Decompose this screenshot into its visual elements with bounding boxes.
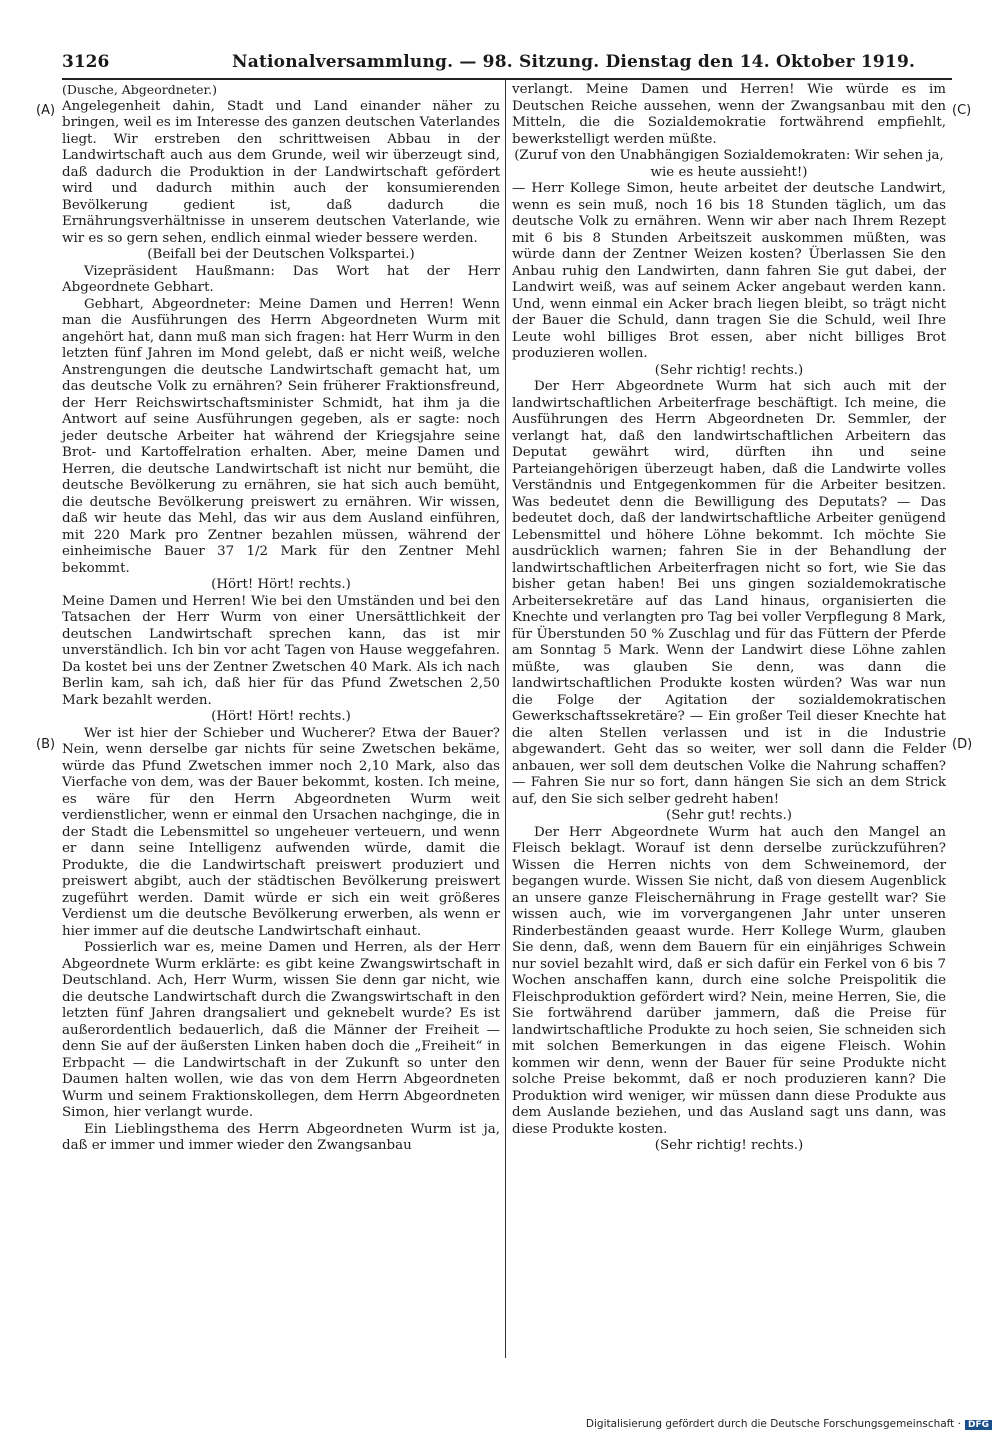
paragraph: verlangt. Meine Damen und Herren! Wie würde es im Deutschen Reiche aussehen, wenn der Zwangsanbau mit den Mitteln, die die Sozialdemokratie fortwährend empfiehlt, bewerkstelligt werden müßte. <box>512 82 946 147</box>
right-column <box>512 82 946 1155</box>
paragraph: Angelegenheit dahin, Stadt und Land einander näher zu bringen, weil es im Interesse des ganzen deutschen Vaterlandes liegt. Wir erstreben den schrittweisen Abbau in der Landwirtschaft auch aus dem Grunde, weil wir überzeugt sind, daß dadurch die Produktion in der Landwirtschaft gefördert wird und dadurch mithin auch der konsumierenden Bevölkerung gedient ist, daß dadurch die Ernährungsverhältnisse in unserem deutschen Vaterlande, wie wir es so gern sehen, endlich einmal wieder bessere werden. <box>62 98 500 246</box>
paragraph: (Dusche, Abgeordneter.) <box>62 82 218 97</box>
page-header <box>62 52 952 80</box>
page-number: 3126 <box>62 52 110 72</box>
paragraph: (Sehr gut! rechts.) <box>665 808 792 823</box>
paragraph: (Sehr richtig! rechts.) <box>654 1138 804 1153</box>
paragraph: Ein Lieblingsthema des Herrn Abgeordneten Wurm ist ja, daß er immer und immer wieder den Zwangsanbau <box>62 1121 500 1153</box>
margin-mark-b: (B) <box>36 737 56 752</box>
footer-text: Digitalisierung gefördert durch die Deutsche Forschungsgemeinschaft · <box>585 1418 961 1430</box>
paragraph: Vizepräsident Haußmann: Das Wort hat der Herr Abgeordnete Gebhart. <box>62 263 500 295</box>
paragraph: — Herr Kollege Simon, heute arbeitet der deutsche Landwirt, wenn es sein muß, noch 16 bis 18 Stunden täglich, um das deutsche Volk zu ernähren. Wenn wir aber nach Ihrem Rezept mit 6 bis 8 Stunden Arbeitszeit auskommen müßten, was würde dann der Zentner Weizen kosten? Überlassen Sie den Anbau ruhig den Landwirten, dann fahren Sie gut dabei, der Landwirt weiß, was auf seinem Acker angebaut werden kann. Und, wenn einmal ein Acker brach liegen bleibt, so trägt nicht der Bauer die Schuld, dann tragen Sie die Schuld, weil Ihre Leute wohl billiges Brot essen, aber nicht billiges Brot produzieren wollen. <box>512 181 946 361</box>
paragraph: (Beifall bei der Deutschen Volkspartei.) <box>147 247 415 262</box>
paragraph: (Hört! Hört! rechts.) <box>211 709 351 724</box>
margin-mark-d: (D) <box>952 737 973 752</box>
margin-mark-c: (C) <box>952 103 972 118</box>
left-column <box>62 82 500 1155</box>
paragraph: Gebhart, Abgeordneter: Meine Damen und Herren! Wenn man die Ausführungen des Herrn Abgeordneten Wurm mit angehört hat, dann muß man sich fragen: hat Herr Wurm in den letzten fünf Jahren im Mond gelebt, daß er nicht weiß, welche Anstrengungen die deutsche Landwirtschaft gemacht hat, um das deutsche Volk zu ernähren? Sein früherer Fraktionsfreund, der Herr Reichswirtschaftsminister Schmidt, hat ihm ja die Antwort auf seine Ausführungen gegeben, als er sagte: noch jeder deutsche Arbeiter hat während der Kriegsjahre seine Brot- und Kartoffelration erhalten. Aber, meine Damen und Herren, die deutsche Landwirtschaft ist nicht nur bemüht, die deutsche Bevölkerung zu ernähren, sie hat sich auch bemüht, die deutsche Bevölkerung preiswert zu ernähren. Wir wissen, daß wir heute das Mehl, das wir aus dem Ausland einführen, mit 220 Mark pro Zentner bezahlen müssen, während der einheimische Bauer 37 1/2 Mark für den Zentner Mehl bekommt. <box>62 296 500 576</box>
running-title: Nationalversammlung. — 98. Sitzung. Dienstag den 14. Oktober 1919. <box>232 52 916 72</box>
dfg-logo: DFG <box>965 1420 992 1430</box>
paragraph: Wer ist hier der Schieber und Wucherer? Etwa der Bauer? Nein, wenn derselbe gar nichts für seine Zwetschen bekäme, würde das Pfund Zwetschen immer noch 2,10 Mark, also das Vierfache von dem, was der Bauer bekommt, kosten. Ich meine, es wäre für den Herrn Abgeordneten Wurm weit verdienstlicher, wenn er einmal den Ursachen nachginge, die in der Stadt die Lebensmittel so ungeheuer verteuern, und wenn er dann seine Intelligenz aufwenden würde, damit die Produkte, die die Landwirtschaft preiswert produziert und preiswert abgibt, auch der städtischen Bevölkerung preiswert zugeführt werden. Damit würde er sich ein weit größeres Verdienst um die deutsche Bevölkerung erwerben, als wenn er hier immer auf die deutsche Landwirtschaft einhaut. <box>62 725 500 939</box>
margin-mark-a: (A) <box>36 103 56 118</box>
paragraph: Possierlich war es, meine Damen und Herren, als der Herr Abgeordnete Wurm erklärte: es gibt keine Zwangswirtschaft in Deutschland. Ach, Herr Wurm, wissen Sie denn gar nicht, wie die deutsche Landwirtschaft durch die Zwangswirtschaft in den letzten fünf Jahren drangsaliert und geknebelt wurde? Es ist außerordentlich bedauerlich, daß die Männer der Freiheit — denn Sie auf der äußersten Linken haben doch die „Freiheit“ in Erbpacht — die Landwirtschaft in der Zukunft so unter den Daumen halten wollen, wie das von dem Herrn Abgeordneten Wurm und seinem Fraktionskollegen, dem Herrn Abgeordneten Simon, hier verlangt wurde. <box>62 940 500 1120</box>
paragraph: Der Herr Abgeordnete Wurm hat sich auch mit der landwirtschaftlichen Arbeiterfrage beschäftigt. Ich meine, die Ausführungen des Herrn Abgeordneten Dr. Semmler, der verlangt hat, daß den landwirtschaftlichen Arbeitern das Deputat gewährt wird, dürften ihn und seine Parteiangehörigen überzeugt haben, daß die Landwirte volles Verständnis und Entgegenkommen für die Arbeiter besitzen. Was bedeutet denn die Bewilligung des Deputats? — Das bedeutet doch, daß der landwirtschaftliche Arbeiter genügend Lebensmittel und höhere Löhne bekommt. Ich möchte Sie ausdrücklich warnen; fahren Sie in der Behandlung der landwirtschaftlichen Arbeiterfragen nicht so fort, wie Sie das bisher getan haben! Bei uns gingen sozialdemokratische Arbeitersekretäre auf das Land hinaus, organisierten die Knechte und verlangten pro Tag bei voller Verpflegung 8 Mark, für Überstunden 50 % Zuschlag und für das Füttern der Pferde am Sonntag 5 Mark. Wenn der Landwirt diese Löhne zahlen müßte, was glauben Sie denn, was dann die landwirtschaftlichen Produkte kosten würden? Was war nun die Folge der Agitation der sozialdemokratischen Gewerkschaftssekretäre? — Ein großer Teil dieser Knechte hat die alten Stellen verlassen und ist in die Industrie abgewandert. Geht das so weiter, wer soll dann die Felder anbauen, wer soll dem deutschen Volke die Nahrung schaffen? — Fahren Sie nur so fort, dann hängen Sie sich an dem Strick auf, den Sie sich selber gedreht haben! <box>512 379 946 807</box>
paragraph: (Hört! Hört! rechts.) <box>211 577 351 592</box>
paragraph: Der Herr Abgeordnete Wurm hat auch den Mangel an Fleisch beklagt. Worauf ist denn derselbe zurückzuführen? Wissen die Herren nichts von dem Schweinemord, der begangen wurde. Wissen Sie nicht, daß von diesem Augenblick an unsere ganze Fleischernährung in Frage gestellt war? Sie wissen auch, wie im vorvergangenen Jahr unter unseren Rinderbeständen geaast wurde. Herr Kollege Wurm, glauben Sie denn, daß, wenn dem Bauern für ein einjähriges Schwein nur soviel bezahlt wird, daß er sich dafür ein Ferkel von 6 bis 7 Wochen anschaffen kann, durch eine solche Preispolitik die Fleischproduktion gefördert wird? Nein, meine Herren, Sie, die Sie fortwährend darüber jammern, daß die Preise für landwirtschaftliche Produkte zu hoch seien, Sie schneiden sich mit solchen Bemerkungen in das eigene Fleisch. Wohin kommen wir denn, wenn der Bauer für seine Produkte nicht solche Preise bekommt, daß er noch produzieren kann? Die Produktion wird weniger, wir müssen dann diese Produkte aus dem Auslande beziehen, und das Ausland sagt uns dann, was diese Produkte kosten. <box>512 824 946 1137</box>
footer-credit <box>586 1418 992 1430</box>
paragraph: (Zuruf von den Unabhängigen Sozialdemokraten: Wir sehen ja, wie es heute aussieht!) <box>514 148 944 180</box>
column-divider <box>505 80 506 1358</box>
paragraph: (Sehr richtig! rechts.) <box>654 362 804 378</box>
paragraph: Meine Damen und Herren! Wie bei den Umständen und bei den Tatsachen der Herr Wurm von einer Unersättlichkeit der deutschen Landwirtschaft sprechen kann, das ist mir unverständlich. Ich bin vor acht Tagen von Hause weggefahren. Da kostet bei uns der Zentner Zwetschen 40 Mark. Als ich nach Berlin kam, sah ich, daß hier für das Pfund Zwetschen 2,50 Mark bezahlt werden. <box>62 593 500 708</box>
